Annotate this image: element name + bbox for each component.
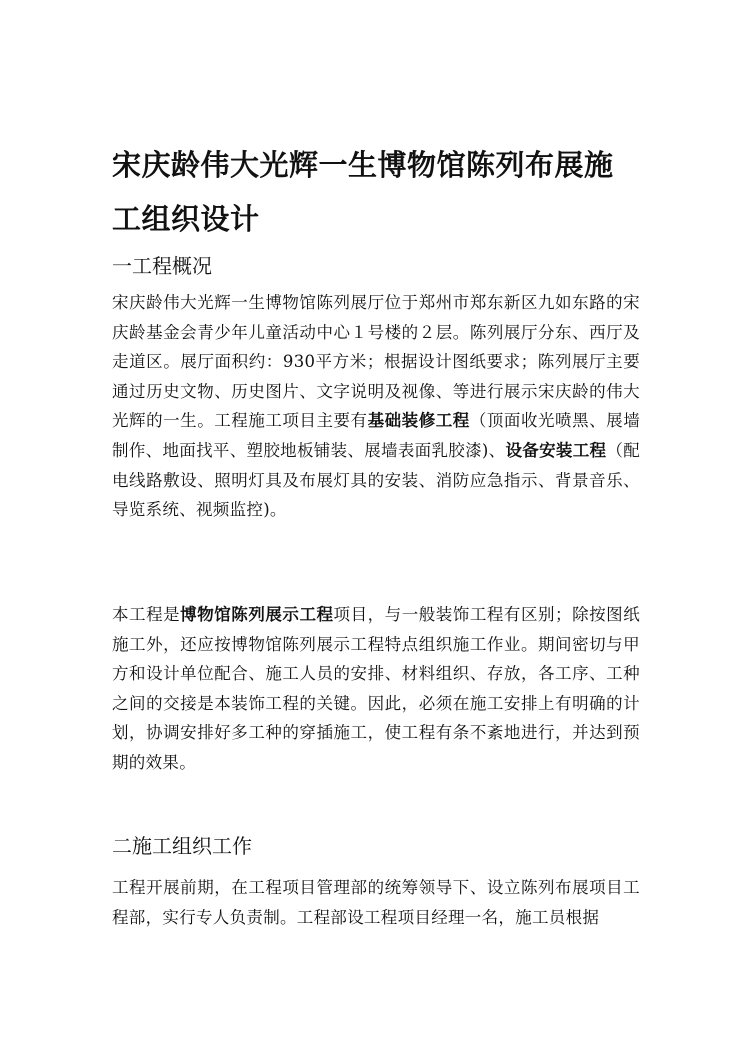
document-title: 宋庆龄伟大光辉一生博物馆陈列布展施工组织设计 [112,148,614,236]
paragraph-text: 宋庆龄伟大光辉一生博物馆陈列展厅位于郑州市郑东新区九如东路的宋庆龄基金会青少年儿童活动中心１号楼的２层。陈列展厅分东、西厅及走道区。展厅面积约：930平方米；根据设计图纸要求；陈列展厅主要通过历史文物、历史图片、文字说明及视像、等进行展示宋庆龄的伟大光辉的一生。工程施工项目主要有 [112,293,640,431]
paragraph-text: （顶面收光喷黑、展墙制作、地面找平、塑胶地板铺装、展墙表面乳胶漆)、 [112,411,640,460]
paragraph-text: 本工程是 [112,605,181,624]
paragraph-overview-1 [112,288,640,525]
bold-term-equipment-installation: 设备安装工程 [505,440,607,460]
section-heading-organization: 二施工组织工作 [112,834,252,858]
paragraph-text: （配电线路敷设、照明灯具及布展灯具的安装、消防应急指示、背景音乐、导览系统、视频监控)。 [112,440,640,520]
section-heading-overview: 一工程概况 [112,254,212,278]
paragraph-text: 项目，与一般装饰工程有区别；除按图纸施工外，还应按博物馆陈列展示工程特点组织施工作业。期间密切与甲方和设计单位配合、施工人员的安排、材料组织、存放，各工序、工种之间的交接是本装饰工程的关键。因此，必须在施工安排上有明确的计划，协调安排好多工种的穿插施工，使工程有条不紊地进行，并达到预期的效果。 [112,605,641,772]
bold-term-museum-exhibition: 博物馆陈列展示工程 [180,605,334,624]
paragraph-organization-1: 工程开展前期，在工程项目管理部的统筹领导下、设立陈列布展项目工程部，实行专人负责制。工程部设工程项目经理一名，施工员根据 [112,878,640,927]
bold-term-basic-decoration: 基础装修工程 [367,411,470,431]
paragraph-overview-2 [112,600,640,778]
